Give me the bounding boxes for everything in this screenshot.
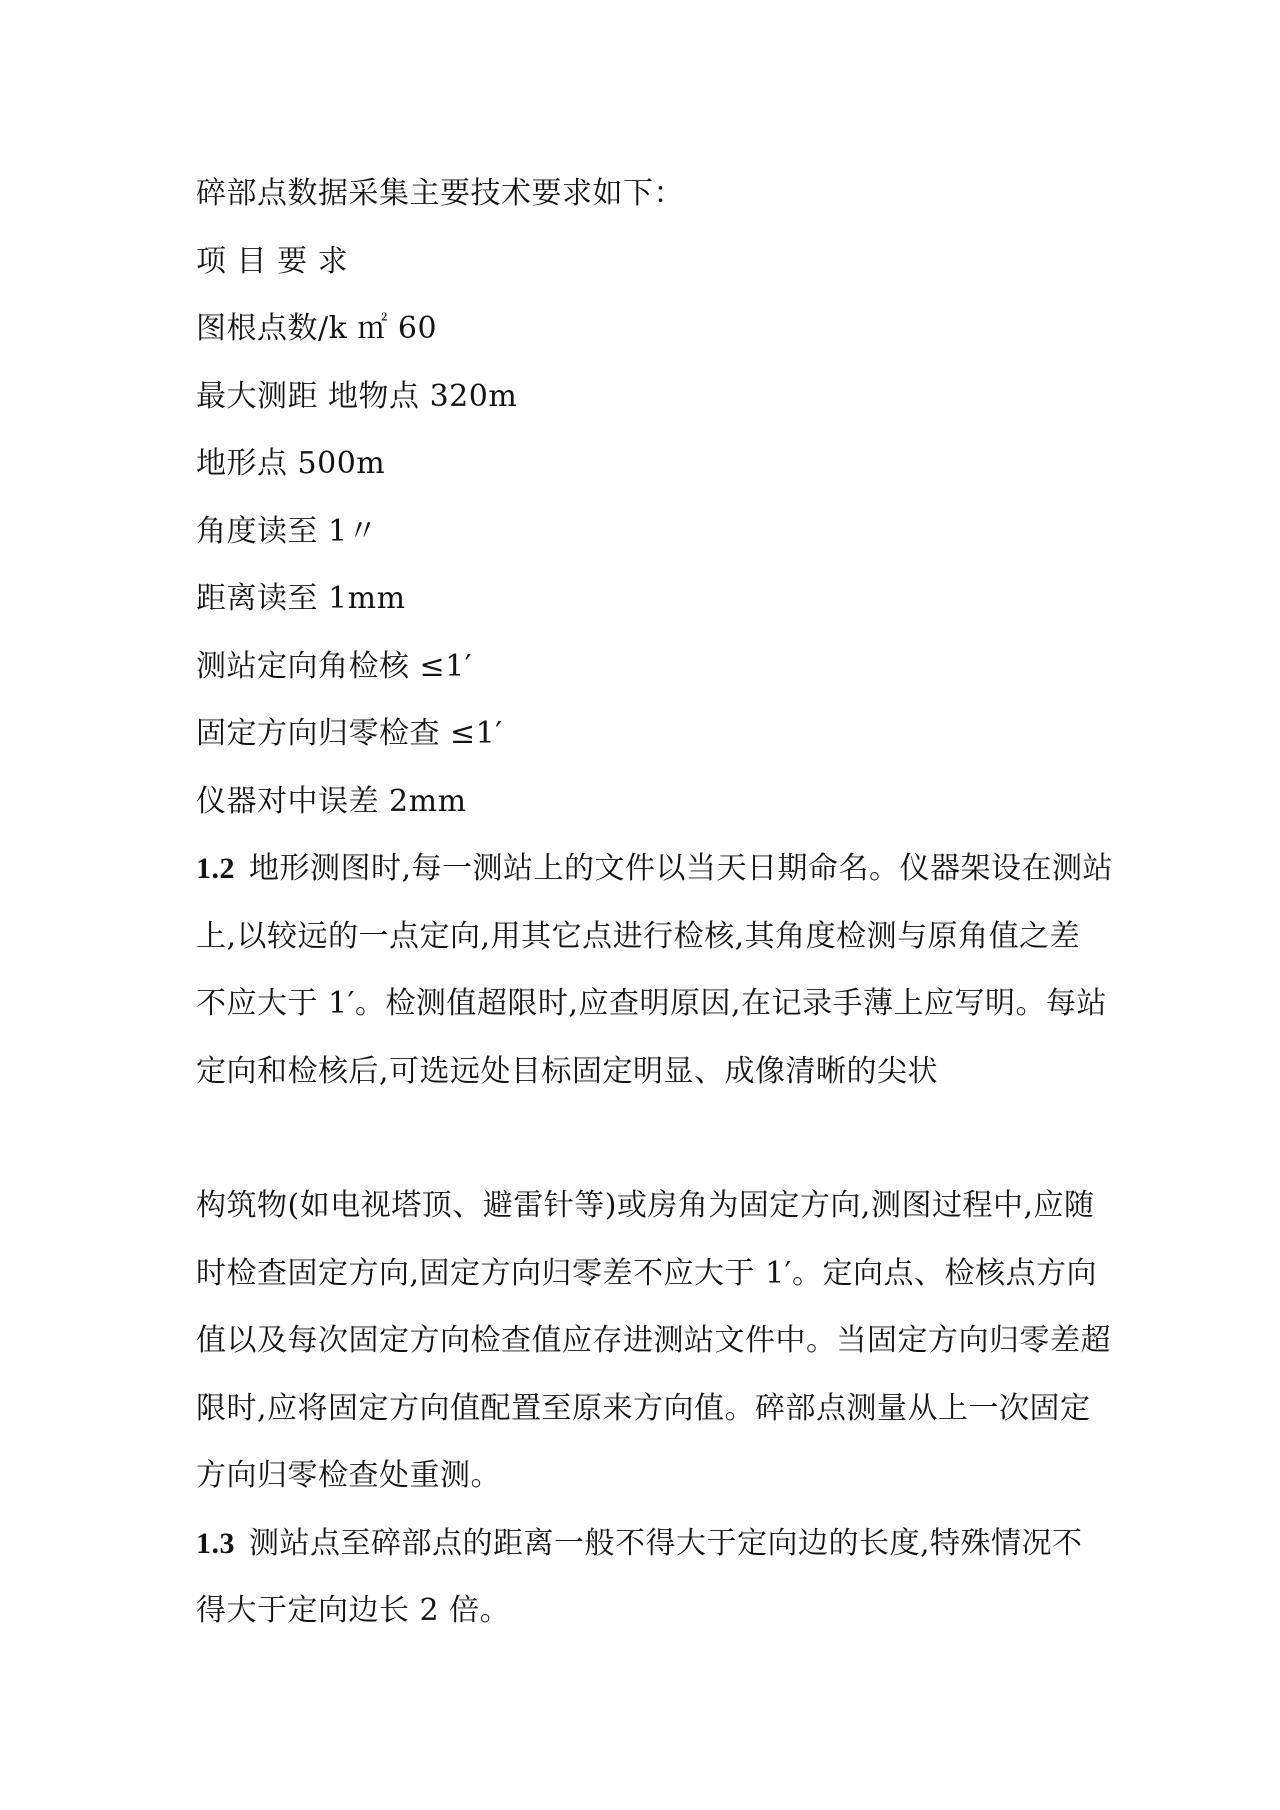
requirements-list [196, 228, 1096, 836]
paragraph-line: 得大于定向边长 2 倍。 [196, 1593, 511, 1628]
requirement-row: 地形点 500m [196, 446, 386, 481]
paragraph-line: 上,以较远的一点定向,用其它点进行检核,其角度检测与原角值之差 [196, 918, 1081, 954]
paragraph-line: 地形测图时,每一测站上的文件以当天日期命名。仪器架设在测站 [249, 851, 1114, 886]
paragraph-line: 测站点至碎部点的距离一般不得大于定向边的长度,特殊情况不 [249, 1525, 1083, 1561]
paragraph-line: 定向和检核后,可选远处目标固定明显、成像清晰的尖状 [196, 1053, 939, 1089]
page-break-gap [196, 1105, 1096, 1172]
requirement-row: 仪器对中误差 2mm [196, 783, 467, 819]
paragraph-line: 值以及每次固定方向检查值应存进测站文件中。当固定方向归零差超 [196, 1323, 1111, 1358]
paragraph-line: 构筑物(如电视塔顶、避雷针等)或房角为固定方向,测图过程中,应随 [196, 1188, 1095, 1223]
requirements-header: 项 目 要 求 [196, 243, 349, 279]
requirement-row: 距离读至 1mm [196, 581, 406, 616]
paragraph-line: 不应大于 1′。检测值超限时,应查明原因,在记录手薄上应写明。每站 [196, 986, 1108, 1021]
intro-line: 碎部点数据采集主要技术要求如下： [196, 176, 684, 211]
section-number: 1.3 [196, 1526, 235, 1560]
paragraph-line: 方向归零检查处重测。 [196, 1458, 501, 1493]
paragraph-line: 限时,应将固定方向值配置至原来方向值。碎部点测量从上一次固定 [196, 1390, 1091, 1426]
section-number: 1.2 [196, 852, 235, 885]
requirement-row: 最大测距 地物点 320m [196, 378, 518, 414]
section-1-2-first-line [196, 835, 1114, 903]
document-page [196, 160, 1114, 1645]
section-1-2 [196, 835, 1114, 1510]
requirement-row: 图根点数/k ㎡ 60 [196, 311, 438, 346]
requirement-row: 测站定向角检核 ≤1′ [196, 648, 473, 684]
section-1-3 [196, 1510, 1096, 1645]
requirement-row: 固定方向归零检查 ≤1′ [196, 716, 503, 751]
requirement-row: 角度读至 1〃 [196, 513, 379, 549]
section-1-3-first-line [196, 1510, 1096, 1578]
paragraph-line: 时检查固定方向,固定方向归零差不应大于 1′。定向点、检核点方向 [196, 1255, 1097, 1291]
